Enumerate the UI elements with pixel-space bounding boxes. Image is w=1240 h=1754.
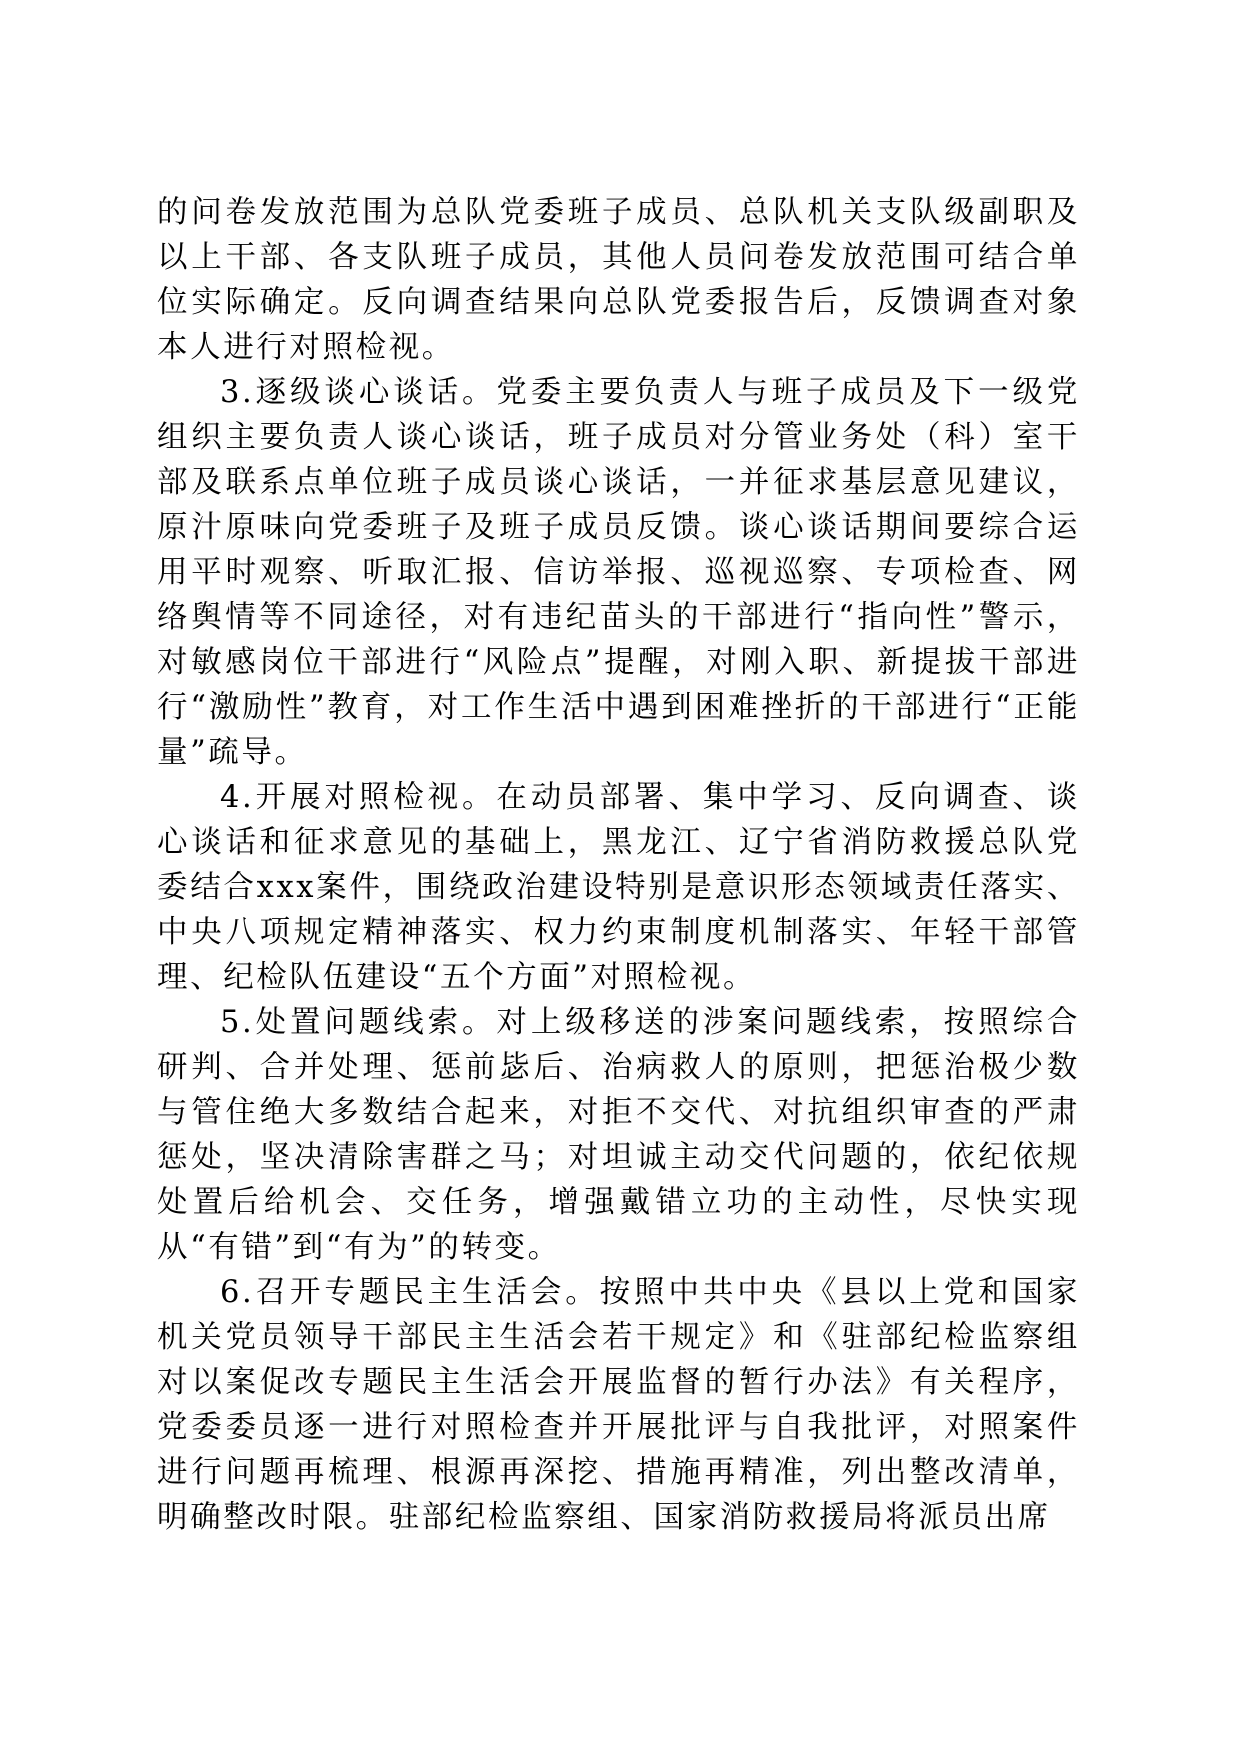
paragraph-questionnaire-scope: 的问卷发放范围为总队党委班子成员、总队机关支队级副职及以上干部、各支队班子成员，其他人员问卷发放范围可结合单位实际确定。反向调查结果向总队党委报告后，反馈调查对象本人进行对照检视。 — [157, 195, 1080, 365]
paragraph-democratic-life-meeting: 6.召开专题民主生活会。按照中共中央《县以上党和国家机关党员领导干部民主生活会若干规定》和《驻部纪检监察组对以案促改专题民主生活会开展监督的暂行办法》有关程序，党委委员逐一进行对照检查并开展批评与自我批评，对照案件进行问题再梳理、根源再深挖、措施再精准，列出整改清单，明确整改时限。驻部纪检监察组、国家消防救援局将派员出席 — [157, 1275, 1080, 1535]
paragraph-handle-clues: 5.处置问题线索。对上级移送的涉案问题线索，按照综合研判、合并处理、惩前毖后、治病救人的原则，把惩治极少数与管住绝大多数结合起来，对拒不交代、对抗组织审查的严肃惩处，坚决清除害群之马；对坦诚主动交代问题的，依纪依规处置后给机会、交任务，增强戴错立功的主动性，尽快实现从“有错”到“有为”的转变。 — [157, 1005, 1080, 1265]
paragraph-heart-to-heart-talks: 3.逐级谈心谈话。党委主要负责人与班子成员及下一级党组织主要负责人谈心谈话，班子成员对分管业务处（科）室干部及联系点单位班子成员谈心谈话，一并征求基层意见建议，原汁原味向党委班子及班子成员反馈。谈心谈话期间要综合运用平时观察、听取汇报、信访举报、巡视巡察、专项检查、网络舆情等不同途径，对有违纪苗头的干部进行“指向性”警示，对敏感岗位干部进行“风险点”提醒，对刚入职、新提拔干部进行“激励性”教育，对工作生活中遇到困难挫折的干部进行“正能量”疏导。 — [157, 375, 1080, 770]
paragraph-self-examination: 4.开展对照检视。在动员部署、集中学习、反向调查、谈心谈话和征求意见的基础上，黑龙江、辽宁省消防救援总队党委结合xxx案件，围绕政治建设特别是意识形态领域责任落实、中央八项规定精神落实、权力约束制度机制落实、年轻干部管理、纪检队伍建设“五个方面”对照检视。 — [157, 780, 1080, 995]
document-body — [157, 190, 1080, 1540]
